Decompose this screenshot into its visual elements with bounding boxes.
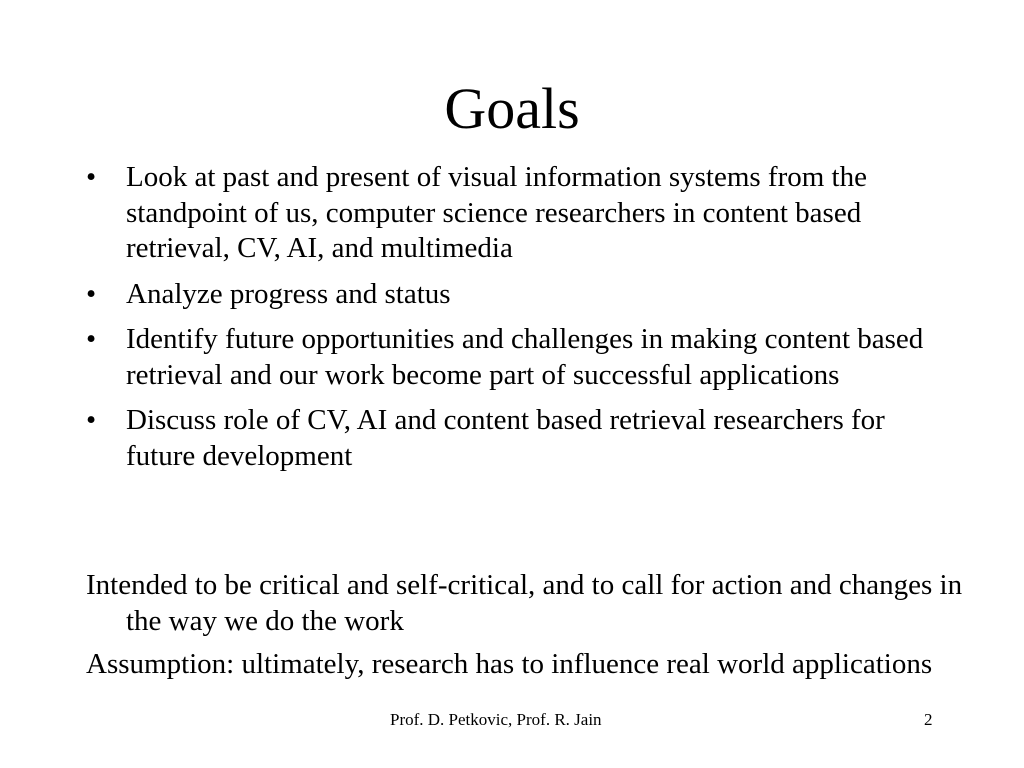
bullet-text: Discuss role of CV, AI and content based retrieval researchers for future development bbox=[126, 404, 885, 472]
bullet-list bbox=[86, 160, 956, 484]
bullet-text: Identify future opportunities and challenges in making content based retrieval and our work become part of successful applications bbox=[126, 323, 924, 391]
bullet-text: Analyze progress and status bbox=[126, 277, 451, 310]
bullet-item bbox=[86, 403, 956, 474]
slide-footer bbox=[0, 708, 1024, 732]
bullet-icon: • bbox=[86, 161, 97, 193]
bullet-icon: • bbox=[86, 323, 97, 355]
paragraph-intent: Intended to be critical and self-critical, and to call for action and changes in the way we do the work bbox=[86, 569, 963, 637]
bullet-icon: • bbox=[86, 404, 97, 436]
bullet-item bbox=[86, 322, 956, 393]
bullet-text: Look at past and present of visual information systems from the standpoint of us, computer science researchers in content based retrieval, CV, AI, and multimedia bbox=[126, 161, 867, 264]
bullet-item bbox=[86, 277, 956, 313]
slide-title: Goals bbox=[444, 76, 580, 141]
bullet-icon: • bbox=[86, 277, 97, 310]
page-number: 2 bbox=[924, 710, 933, 729]
footer-author: Prof. D. Petkovic, Prof. R. Jain bbox=[390, 710, 602, 729]
paragraph-assumption: Assumption: ultimately, research has to influence real world applications bbox=[86, 648, 933, 680]
bullet-item bbox=[86, 160, 956, 267]
closing-paragraphs bbox=[86, 568, 966, 691]
